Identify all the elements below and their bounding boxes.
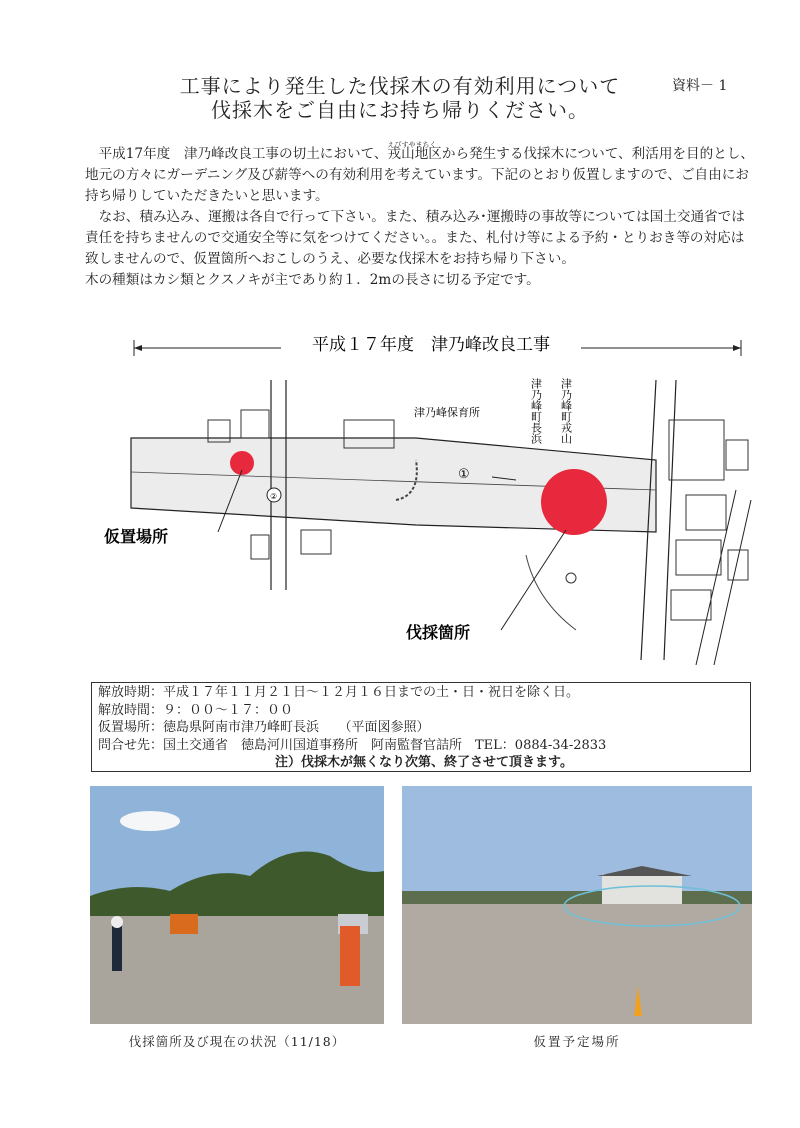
ruby-base: 戎山 (387, 146, 415, 162)
info-box (91, 682, 751, 772)
hours-value: ９：００～１７：００ (163, 702, 294, 718)
nursery-label: 津乃峰保育所 (414, 406, 480, 419)
contact-row (98, 737, 750, 755)
hours-label: 解放時間： (98, 702, 164, 718)
document-reference: 資料－ 1 (672, 78, 728, 94)
photo-caption-1: 伐採箇所及び現在の状況（11/18） (128, 1034, 346, 1049)
small-marker: ② (270, 492, 278, 501)
ruby-reading: えびすやまちく (387, 141, 437, 149)
photo-cutting-site (90, 786, 384, 1024)
location-value: 徳島県阿南市津乃峰町長浜 （平面図参照） (163, 720, 430, 735)
paragraph-1-part-a: 平成17年度 津乃峰改良工事の切土において、 (98, 146, 388, 162)
temp-storage-marker (230, 451, 254, 475)
street-label-2: 津乃峰町戎山 (559, 378, 573, 444)
location-label: 仮置場所： (98, 720, 164, 735)
photo-caption-2: 仮置予定場所 (533, 1034, 621, 1049)
location-row (98, 719, 750, 737)
paragraph-3: 木の種類はカシ類とクスノキが主であり約１．2mの長さに切る予定です。 (85, 272, 540, 288)
site-map (96, 320, 756, 670)
photo-temp-storage (402, 786, 752, 1024)
route-marker: ① (458, 467, 470, 482)
period-value: 平成１７年１１月２１日～１２月１６日までの土・日・祝日を除く日。 (163, 685, 580, 700)
paragraph-2-text: なお、積み込み、運搬は各自で行って下さい。また、積み込み･運搬時の事故等については国土交通省では責任を持ちませんので交通安全等に気をつけてください。。また、札付け等による予約・とりおき等の対応は致しませんので、仮置箇所へおこしのうえ、必要な伐採木をお持ち帰り下さい。 (85, 209, 745, 267)
cutting-site-marker (541, 469, 607, 535)
paragraph-2 (85, 207, 755, 270)
contact-label: 問合せ先： (98, 737, 164, 753)
body-text (85, 141, 755, 291)
ruby-word (387, 141, 437, 162)
hours-row (98, 702, 750, 720)
paragraph-1-part-b: 地区から発生する伐採木について、利活用を目的とし、地元の方々にガーデニング及び薪等への有効利用を考えています。下記のとおり仮置しますので、ご自由にお持ち帰りしていただきたいと思います。 (85, 146, 754, 204)
closing-note: 注）伐採木が無くなり次第、終了させて頂きます。 (275, 755, 573, 770)
map-project-title: 平成１７年度 津乃峰改良工事 (312, 335, 550, 355)
title-line-2: 伐採木をご自由にお持ち帰りください。 (211, 98, 589, 122)
temp-storage-label: 仮置場所 (104, 527, 169, 546)
paragraph-1 (85, 141, 755, 207)
street-label-1: 津乃峰町長浜 (529, 378, 543, 444)
contact-value: 国土交通省 徳島河川国道事務所 阿南監督官詰所 TEL：0884-34-2833 (163, 737, 607, 753)
period-row (98, 684, 750, 702)
period-label: 解放時期： (98, 685, 164, 700)
cutting-site-label: 伐採箇所 (406, 623, 471, 642)
title-line-1: 工事により発生した伐採木の有効利用について (179, 74, 621, 98)
